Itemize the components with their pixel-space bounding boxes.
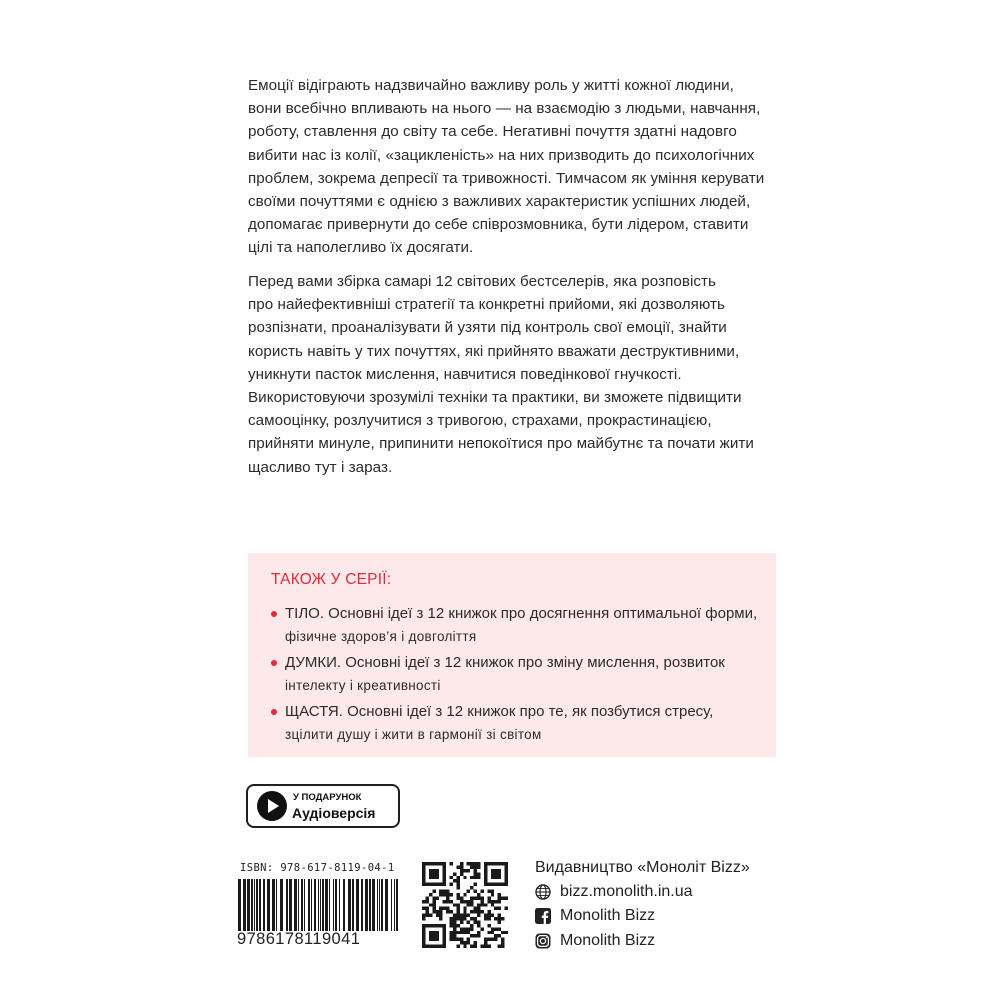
text-line: про найефективніші стратегії та конкретні прийоми, які дозволяють (248, 296, 725, 314)
website-link[interactable]: bizz.monolith.in.ua (560, 883, 693, 900)
series-item-line-2: зцілити душу і жити в гармонії зі світом (285, 727, 542, 742)
audio-badge-caption: У ПОДАРУНОК (293, 792, 362, 803)
qr-code[interactable] (422, 862, 508, 948)
text-line: проблем, зокрема депресії та тривожності. Тимчасом як уміння керувати (248, 169, 765, 187)
series-item-line-2: фізичне здоров’я і довголіття (285, 629, 477, 644)
text-line: роботу, ставлення до світу та себе. Негативні почуття здатні надовго (248, 123, 737, 141)
instagram-link[interactable]: Monolith Bizz (560, 932, 656, 949)
bullet-icon (271, 660, 277, 666)
bullet-icon (271, 709, 277, 715)
isbn-label: ISBN: 978-617-8119-04-1 (240, 862, 395, 874)
text-line: щасливо тут і зараз. (248, 458, 393, 476)
text-line: Використовуючи зрозумілі техніки та практики, ви зможете підвищити (248, 389, 742, 407)
text-line: прийняти минуле, припинити непокоїтися про майбутнє та почати жити (248, 435, 754, 453)
text-line: самооцінку, розлучитися з тривогою, страхами, прокрастинацією, (248, 412, 712, 430)
text-line: розпізнати, проаналізувати й узяти під контроль свої емоції, знайти (248, 319, 727, 337)
series-item-line-2: інтелекту і креативності (285, 678, 441, 693)
facebook-link[interactable]: Monolith Bizz (560, 907, 656, 924)
audio-version-badge[interactable] (246, 784, 400, 828)
bullet-icon (271, 611, 277, 617)
description-paragraph-1 (248, 74, 778, 260)
barcode (236, 879, 400, 931)
publisher-name: Видавництво «Моноліт Bizz» (535, 859, 750, 876)
text-line: уникнути пасток мислення, навчитися поведінкової гнучкості. (248, 365, 682, 383)
text-line: допомагає привернути до себе співрозмовника, бути лідером, ставити (248, 216, 749, 234)
series-box (248, 553, 776, 757)
facebook-icon (535, 908, 551, 924)
instagram-icon (535, 933, 551, 949)
text-line: користь навіть у тих почуттях, які прийнято вважати деструктивними, (248, 342, 740, 360)
series-item-line-1: ЩАСТЯ. Основні ідеї з 12 книжок про те, як позбутися стресу, (285, 703, 714, 720)
series-title: ТАКОЖ У СЕРІЇ: (271, 571, 392, 588)
description-paragraph-2 (248, 270, 778, 479)
series-item-line-1: ТІЛО. Основні ідеї з 12 книжок про досягнення оптимальної форми, (285, 605, 758, 622)
audio-badge-title: Аудіоверсія (292, 805, 376, 821)
text-line: Перед вами збірка самарі 12 світових бестселерів, яка розповість (248, 273, 717, 290)
text-line: своїми почуттями є однією з важливих характеристик успішних людей, (248, 193, 751, 211)
series-item-line-1: ДУМКИ. Основні ідеї з 12 книжок про зміну мислення, розвиток (285, 654, 725, 671)
text-line: Емоції відіграють надзвичайно важливу роль у житті кожної людини, (248, 77, 734, 94)
barcode-digits: 9786178119041 (237, 930, 361, 948)
text-line: цілі та наполегливо їх досягати. (248, 239, 474, 257)
text-line: вибити нас із колії, «зацикленість» на них призводить до психологічних (248, 146, 755, 164)
globe-icon (535, 884, 551, 900)
text-line: вони всебічно впливають на нього — на взаємодію з людьми, навчання, (248, 100, 761, 118)
play-icon (257, 791, 287, 821)
